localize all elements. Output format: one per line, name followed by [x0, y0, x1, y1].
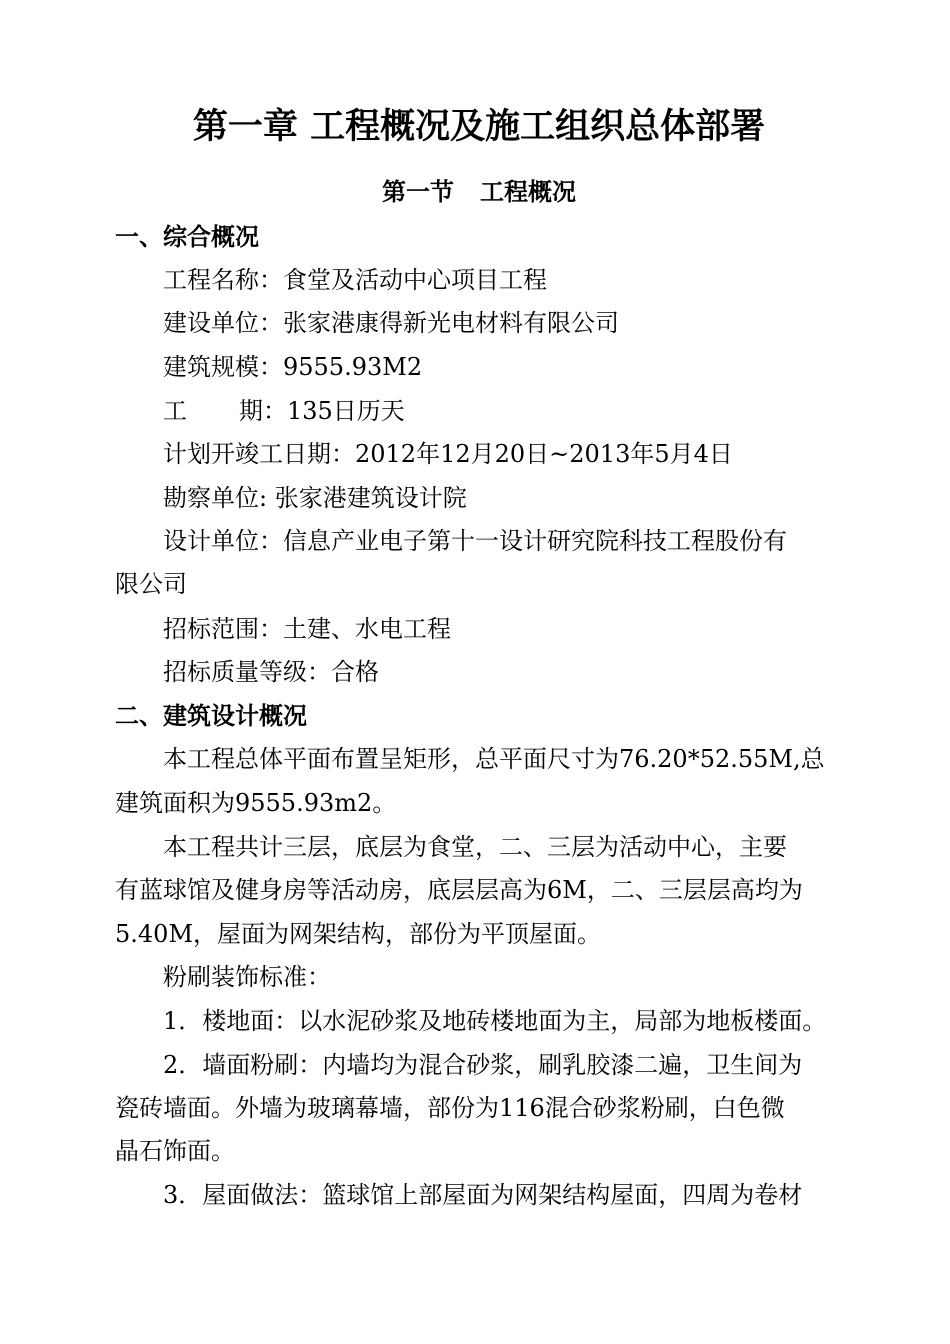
heading-general-overview: 一、综合概况: [115, 223, 259, 251]
section-title: [0, 170, 950, 214]
finish-standard-title: 粉刷装饰标准：: [163, 963, 331, 991]
client-line: 建设单位：张家港康得新光电材料有限公司: [163, 309, 619, 337]
paragraph-1-line-1: 本工程总体平面布置呈矩形，总平面尺寸为76.20*52.55M,总: [163, 745, 825, 773]
item-2-line-2: 瓷砖墙面。外墙为玻璃幕墙，部份为116混合砂浆粉刷，白色微: [115, 1094, 785, 1122]
period-line: [163, 389, 405, 433]
paragraph-2-line-2: 有蓝球馆及健身房等活动房，底层层高为6M，二、三层层高均为: [115, 876, 803, 904]
item-3-line-1: 3．屋面做法：篮球馆上部屋面为网架结构屋面，四周为卷材: [163, 1181, 803, 1209]
paragraph-2-line-3: 5.40M，屋面为网架结构，部份为平顶屋面。: [115, 920, 602, 948]
design-line-1: 设计单位：信息产业电子第十一设计研究院科技工程股份有: [163, 527, 787, 555]
period-label-first-char: 工: [163, 397, 187, 425]
item-2-line-3: 晶石饰面。: [115, 1137, 235, 1165]
section-number: 第一节: [382, 178, 454, 206]
schedule-line: 计划开竣工日期：2012年12月20日~2013年5月4日: [163, 440, 733, 468]
item-2-line-1: 2．墙面粉刷：内墙均为混合砂浆，刷乳胶漆二遍，卫生间为: [163, 1051, 803, 1079]
section-name: 工程概况: [480, 178, 576, 206]
scale-line: 建筑规模：9555.93M2: [163, 353, 423, 381]
bid-scope-line: 招标范围：土建、水电工程: [163, 615, 451, 643]
survey-line: 勘察单位: 张家港建筑设计院: [163, 484, 467, 512]
item-1-floor: 1．楼地面：以水泥砂浆及地砖楼地面为主，局部为地板楼面。: [163, 1007, 827, 1035]
paragraph-1-line-2: 建筑面积为9555.93m2。: [115, 789, 397, 817]
paragraph-2-line-1: 本工程共计三层，底层为食堂，二、三层为活动中心，主要: [163, 833, 787, 861]
chapter-title: 第一章 工程概况及施工组织总体部署: [192, 107, 766, 147]
design-line-2: 限公司: [115, 570, 187, 598]
period-value: 期：135日历天: [239, 397, 405, 425]
project-name-line: 工程名称：食堂及活动中心项目工程: [163, 266, 547, 294]
heading-architectural-design: 二、建筑设计概况: [115, 702, 307, 730]
bid-quality-line: 招标质量等级：合格: [163, 658, 379, 686]
